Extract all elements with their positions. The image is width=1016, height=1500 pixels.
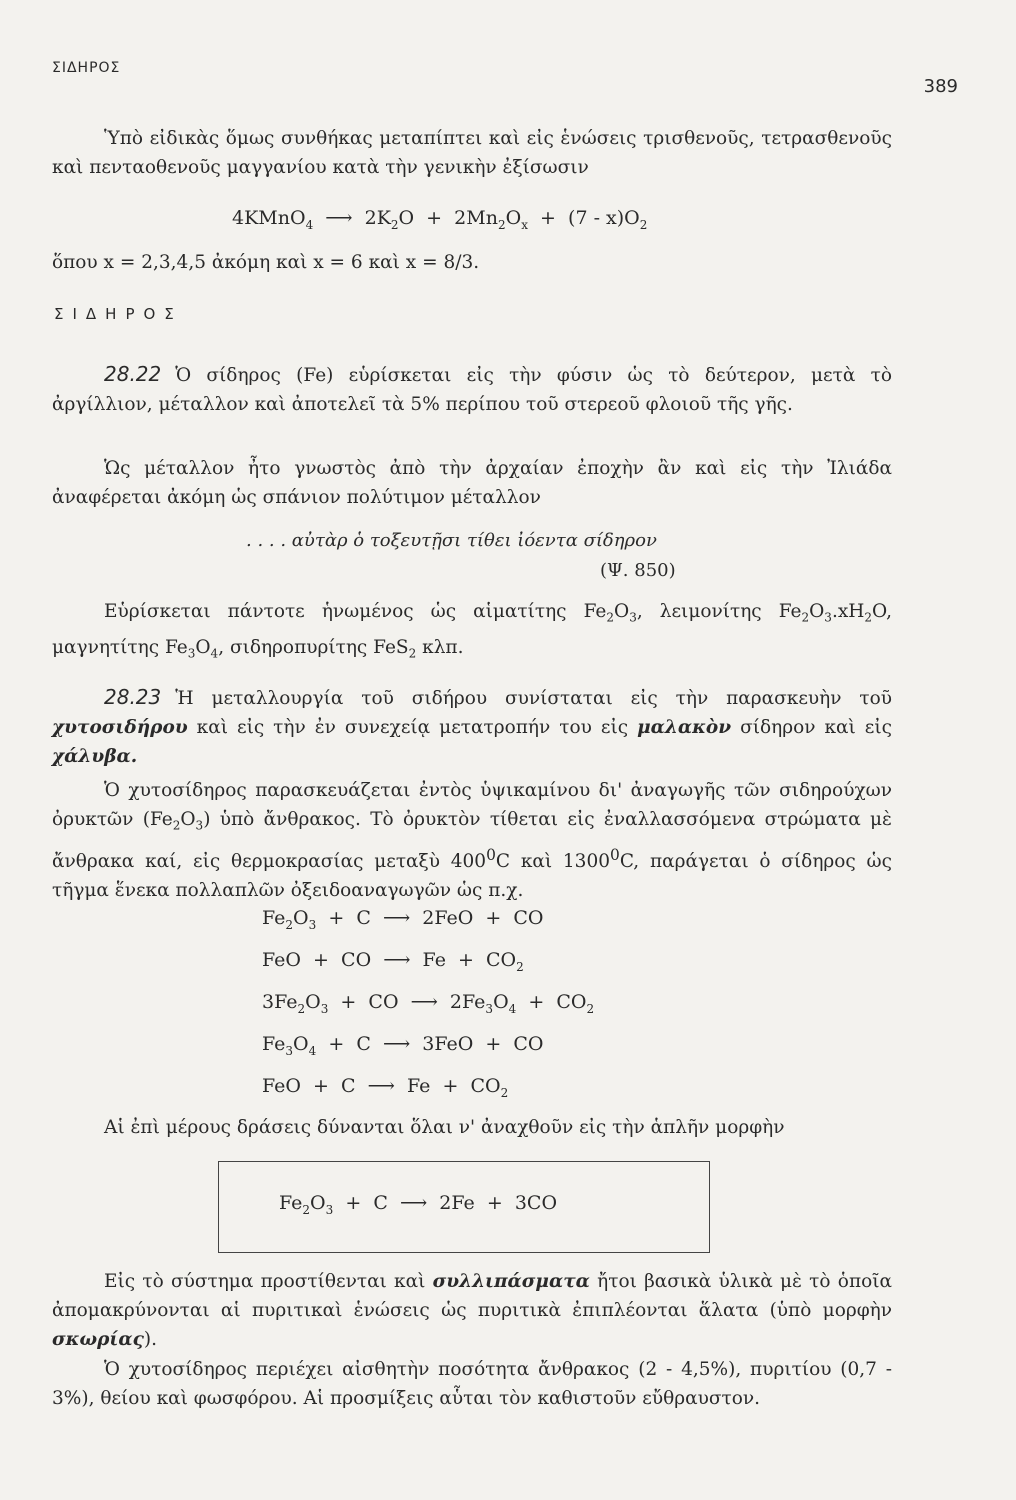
term-cast-iron: χυτοσιδήρου (52, 717, 188, 738)
general-equation: 4KMnO$_4$ ⟶ $2K_2O + 2Mn_2O_x + (7 - x)O_2$ (232, 207, 648, 232)
reaction-3: $3Fe_2O_3$ + CO ⟶ $2Fe_3O_4 + CO_2$ (262, 991, 595, 1016)
quote-reference: (Ψ. 850) (600, 560, 676, 581)
running-header: ΣΙΔΗΡΟΣ (52, 60, 121, 76)
paragraph-text: Ὁ σίδηρος (Fe) εὑρίσκεται εἰς τὴν φύσιν ὡς τὸ δεύτερον, μετὰ τὸ ἀργίλλιον, μέταλλον καὶ ἀποτελεῖ τὰ 5% περίπου τοῦ στερεοῦ φλοιοῦ τῆς γῆς. (52, 365, 892, 415)
reaction-4: $Fe_3O_4 + C$ ⟶ 3FeO + CO (262, 1033, 544, 1058)
boxed-equation (218, 1161, 710, 1253)
paragraph-text: Ἡ μεταλλουργία τοῦ σιδήρου συνίσταται εἰς τὴν παρασκευὴν τοῦ (175, 688, 892, 709)
page-number: 389 (923, 76, 958, 97)
iliad-paragraph: Ὡς μέταλλον ἦτο γνωστὸς ἀπὸ τὴν ἀρχαίαν ἐποχὴν ἂν καὶ εἰς τὴν Ἰλιάδα ἀναφέρεται ἀκόμη ὡς σπάνιον πολύτιμον μέταλλον (52, 458, 892, 508)
composition-paragraph: Ὁ χυτοσίδηρος περιέχει αἰσθητὴν ποσότητα ἄνθρακος (2 - 4,5%), πυριτίου (0,7 - 3%), θείου καὶ φωσφόρου. Αἱ προσμίξεις αὗται τὸν καθιστοῦν εὔθραυστον. (52, 1359, 892, 1409)
section-number: 28.22 (104, 362, 162, 386)
fluxes-paragraph (52, 1267, 892, 1354)
where-clause: ὅπου x = 2,3,4,5 ἀκόμη καὶ x = 6 καὶ x = 8/3. (52, 252, 480, 273)
overall-reaction: $Fe_2O_3 + C$ ⟶ 2Fe + 3CO (279, 1192, 558, 1217)
summary-line: Αἱ ἐπὶ μέρους δράσεις δύνανται ὅλαι ν' ἀναχθοῦν εἰς τὴν ἁπλῆν μορφὴν (104, 1117, 785, 1138)
paragraph-28-22 (52, 360, 892, 419)
paragraph-text: Εἰς τὸ σύστημα προστίθενται καὶ (104, 1271, 426, 1292)
homer-quote: . . . . αὐτὰρ ὁ τοξευτῇσι τίθει ἰόεντα σίδηρον (246, 530, 657, 551)
reaction-2: FeO + CO ⟶ $Fe + CO_2$ (262, 949, 524, 974)
paragraph-text: καὶ εἰς τὴν ἐν συνεχείᾳ μετατροπήν του εἰς (196, 717, 629, 738)
blast-furnace-paragraph: Ὁ χυτοσίδηρος παρασκευάζεται ἐντὸς ὑψικαμίνου δι' ἀναγωγῆς τῶν σιδηρούχων ὀρυκτῶν $(Fe_2O_3)$ ὑπὸ ἄνθρακος. Τὸ ὀρυκτὸν τίθεται εἰς ἐναλλασσόμενα στρώματα μὲ ἄνθρακα καί, εἰς θερμοκρασίας μεταξὺ $400^0C$ καὶ 1300$^0$C, παράγεται ὁ σίδηρος ὡς τῆγμα ἕνεκα πολλαπλῶν ὀξειδοαναγωγῶν ὡς π.χ. (52, 780, 892, 901)
ores-paragraph: Εὑρίσκεται πάντοτε ἡνωμένος ὡς αἱματίτης $Fe_2O_3$, λειμονίτης $Fe_2O_3.xH_2O$, μαγνητίτης $Fe_3O_4$, σιδηροπυρίτης FeS$_2$ κλπ. (52, 601, 892, 661)
paragraph-text: ἤτοι βασικὰ ὑλικὰ μὲ τὸ ὁποῖα ἀπομακρύνονται αἱ πυριτικαὶ ἑνώσεις ὡς πυριτικὰ ἐπιπλέονται ἅλατα (ὑπὸ μορφὴν (52, 1271, 892, 1321)
term-fluxes: συλλιπάσματα (432, 1271, 590, 1292)
reaction-1: $Fe_2O_3 + C$ ⟶ 2FeO + CO (262, 907, 544, 932)
term-soft: μαλακὸν (637, 717, 732, 738)
intro-paragraph: Ὑπὸ εἰδικὰς ὅμως συνθήκας μεταπίπτει καὶ εἰς ἑνώσεις τρισθενοῦς, τετρασθενοῦς καὶ πενταοθενοῦς μαγγανίου κατὰ τὴν γενικὴν ἐξίσωσιν (52, 128, 892, 178)
term-slag: σκωρίας (52, 1329, 144, 1350)
section-title: ΣΙΔΗΡΟΣ (54, 305, 183, 323)
section-number: 28.23 (104, 685, 162, 709)
term-steel: χάλυβα. (52, 746, 138, 767)
paragraph-text: ). (143, 1329, 157, 1350)
reaction-5: FeO + C ⟶ $Fe + CO_2$ (262, 1075, 509, 1100)
paragraph-text: σίδηρον καὶ εἰς (740, 717, 892, 738)
paragraph-28-23 (52, 683, 892, 771)
